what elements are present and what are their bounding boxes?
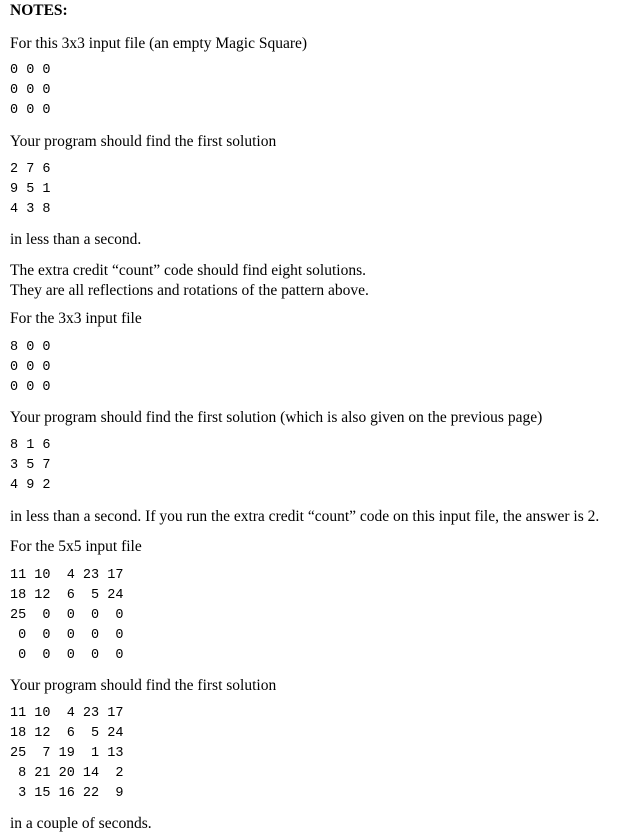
extra-credit-answer: in less than a second. If you run the extra credit “count” code on this input file, the answer is 2. xyxy=(10,508,600,525)
grid-row: 3 5 7 xyxy=(10,458,51,473)
first-solution-text: Your program should find the first solution xyxy=(10,133,277,150)
grid-row: 11 10 4 23 17 xyxy=(10,568,124,583)
grid-row: 25 7 19 1 13 xyxy=(10,746,124,761)
grid-row: 3 15 16 22 9 xyxy=(10,786,124,801)
couple-of-seconds-text: in a couple of seconds. xyxy=(10,815,152,832)
grid-row: 18 12 6 5 24 xyxy=(10,726,124,741)
grid-row: 0 0 0 xyxy=(10,103,51,118)
grid-empty-3x3 xyxy=(10,61,51,121)
extra-credit-line-1: The extra credit “count” code should find eight solutions. xyxy=(10,262,366,279)
grid-3x3-b xyxy=(10,338,51,398)
grid-row: 18 12 6 5 24 xyxy=(10,588,124,603)
grid-row: 0 0 0 xyxy=(10,380,51,395)
first-solution-previous: Your program should find the first solution (which is also given on the previous page) xyxy=(10,409,543,426)
extra-credit-line-2: They are all reflections and rotations of the pattern above. xyxy=(10,282,369,299)
solution-3x3-a xyxy=(10,160,51,220)
intro-5x5: For the 5x5 input file xyxy=(10,538,142,555)
first-solution-5x5: Your program should find the first solution xyxy=(10,677,277,694)
grid-row: 9 5 1 xyxy=(10,182,51,197)
grid-row: 4 9 2 xyxy=(10,478,51,493)
grid-row: 0 0 0 xyxy=(10,83,51,98)
intro-empty-3x3: For this 3x3 input file (an empty Magic Square) xyxy=(10,35,308,52)
grid-row: 11 10 4 23 17 xyxy=(10,706,124,721)
less-than-second-text: in less than a second. xyxy=(10,231,142,248)
grid-row: 25 0 0 0 0 xyxy=(10,608,124,623)
grid-row: 0 0 0 xyxy=(10,360,51,375)
grid-row: 0 0 0 0 0 xyxy=(10,648,124,663)
notes-heading: NOTES: xyxy=(10,2,68,19)
grid-row: 2 7 6 xyxy=(10,162,51,177)
grid-row: 8 21 20 14 2 xyxy=(10,766,124,781)
grid-row: 4 3 8 xyxy=(10,202,51,217)
grid-row: 0 0 0 0 0 xyxy=(10,628,124,643)
grid-row: 8 1 6 xyxy=(10,438,51,453)
solution-5x5 xyxy=(10,704,123,804)
intro-3x3-b: For the 3x3 input file xyxy=(10,310,142,327)
solution-3x3-b xyxy=(10,436,51,496)
grid-5x5-input xyxy=(10,566,123,666)
grid-row: 0 0 0 xyxy=(10,63,51,78)
grid-row: 8 0 0 xyxy=(10,340,51,355)
